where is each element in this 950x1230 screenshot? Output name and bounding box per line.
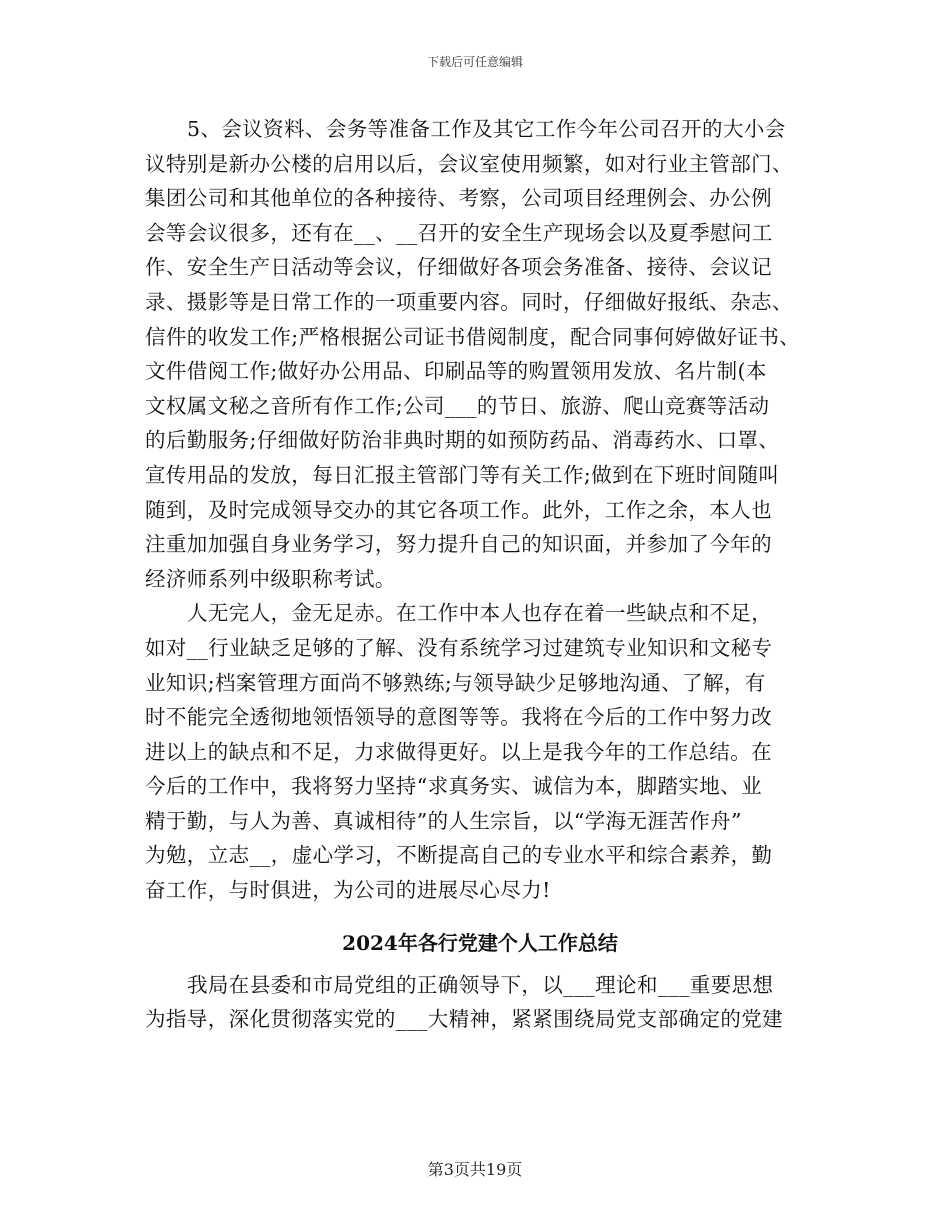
text-line: 时不能完全透彻地领悟领导的意图等等。我将在今后的工作中努力改 <box>145 705 772 730</box>
text-line: 精于勤，与人为善、真诚相待”的人生宗旨，以“学海无涯苦作舟” <box>145 808 742 833</box>
text-line: 进以上的缺点和不足，力求做得更好。以上是我今年的工作总结。在 <box>145 739 772 764</box>
document-body <box>145 112 815 1037</box>
text-line: 注重加加强自身业务学习，努力提升自己的知识面，并参加了今年的 <box>145 532 772 557</box>
text-line: 5、会议资料、会务等准备工作及其它工作今年公司召开的大小会 <box>187 117 786 141</box>
text-line: 人无完人，金无足赤。在工作中本人也存在着一些缺点和不足， <box>187 601 773 626</box>
text-line: 经济师系列中级职称考试。 <box>145 566 396 591</box>
text-line: 业知识;档案管理方面尚不够熟练;与领导缺少足够地沟通、了解，有 <box>145 670 766 695</box>
text-line: 录、摄影等是日常工作的一项重要内容。同时，仔细做好报纸、杂志、 <box>145 289 793 314</box>
text-line: 今后的工作中，我将努力坚持“求真务实、诚信为本，脚踏实地、业 <box>145 774 762 799</box>
text-line: 作、安全生产日活动等会议，仔细做好各项会务准备、接待、会议记 <box>145 255 772 280</box>
paragraph-meeting-work <box>145 112 815 596</box>
text-line: 信件的收发工作;严格根据公司证书借阅制度，配合同事何婷做好证书、 <box>145 324 801 349</box>
paragraph-shortcomings <box>145 596 815 907</box>
text-line: 议特别是新办公楼的启用以后，会议室使用频繁，如对行业主管部门、 <box>145 151 793 176</box>
text-line: 宣传用品的发放，每日汇报主管部门等有关工作;做到在下班时间随叫 <box>145 462 780 487</box>
text-line: 文权属文秘之音所有作工作;公司___的节日、旅游、爬山竞赛等活动 <box>145 393 770 418</box>
text-line: 文件借阅工作;做好办公用品、印刷品等的购置领用发放、名片制(本 <box>145 359 767 384</box>
text-line: 的后勤服务;仔细做好防治非典时期的如预防药品、消毒药水、口罩、 <box>145 428 780 453</box>
page-header: 下载后可任意编辑 <box>426 55 523 69</box>
paragraph-party-building <box>145 968 815 1037</box>
text-line: 如对__行业缺乏足够的了解、没有系统学习过建筑专业知识和文秘专 <box>145 635 773 660</box>
text-line: 为勉，立志__，虚心学习，不断提高自己的专业水平和综合素养，勤 <box>145 843 773 868</box>
text-line: 我局在县委和市局党组的正确领导下，以___理论和___重要思想 <box>187 972 774 997</box>
text-line: 集团公司和其他单位的各种接待、考察，公司项目经理例会、办公例 <box>145 186 772 211</box>
text-line: 会等会议很多，还有在__、__召开的安全生产现场会以及夏季慰问工 <box>145 220 773 245</box>
text-line: 随到，及时完成领导交办的其它各项工作。此外，工作之余，本人也 <box>145 497 772 522</box>
text-line: 奋工作，与时俱进，为公司的进展尽心尽力! <box>145 878 551 903</box>
page-footer: 第3页共19页 <box>427 1160 523 1179</box>
text-line: 为指导，深化贯彻落实党的___大精神，紧紧围绕局党支部确定的党建 <box>145 1007 784 1032</box>
section-title: 2024年各行党建个人工作总结 <box>342 930 618 955</box>
